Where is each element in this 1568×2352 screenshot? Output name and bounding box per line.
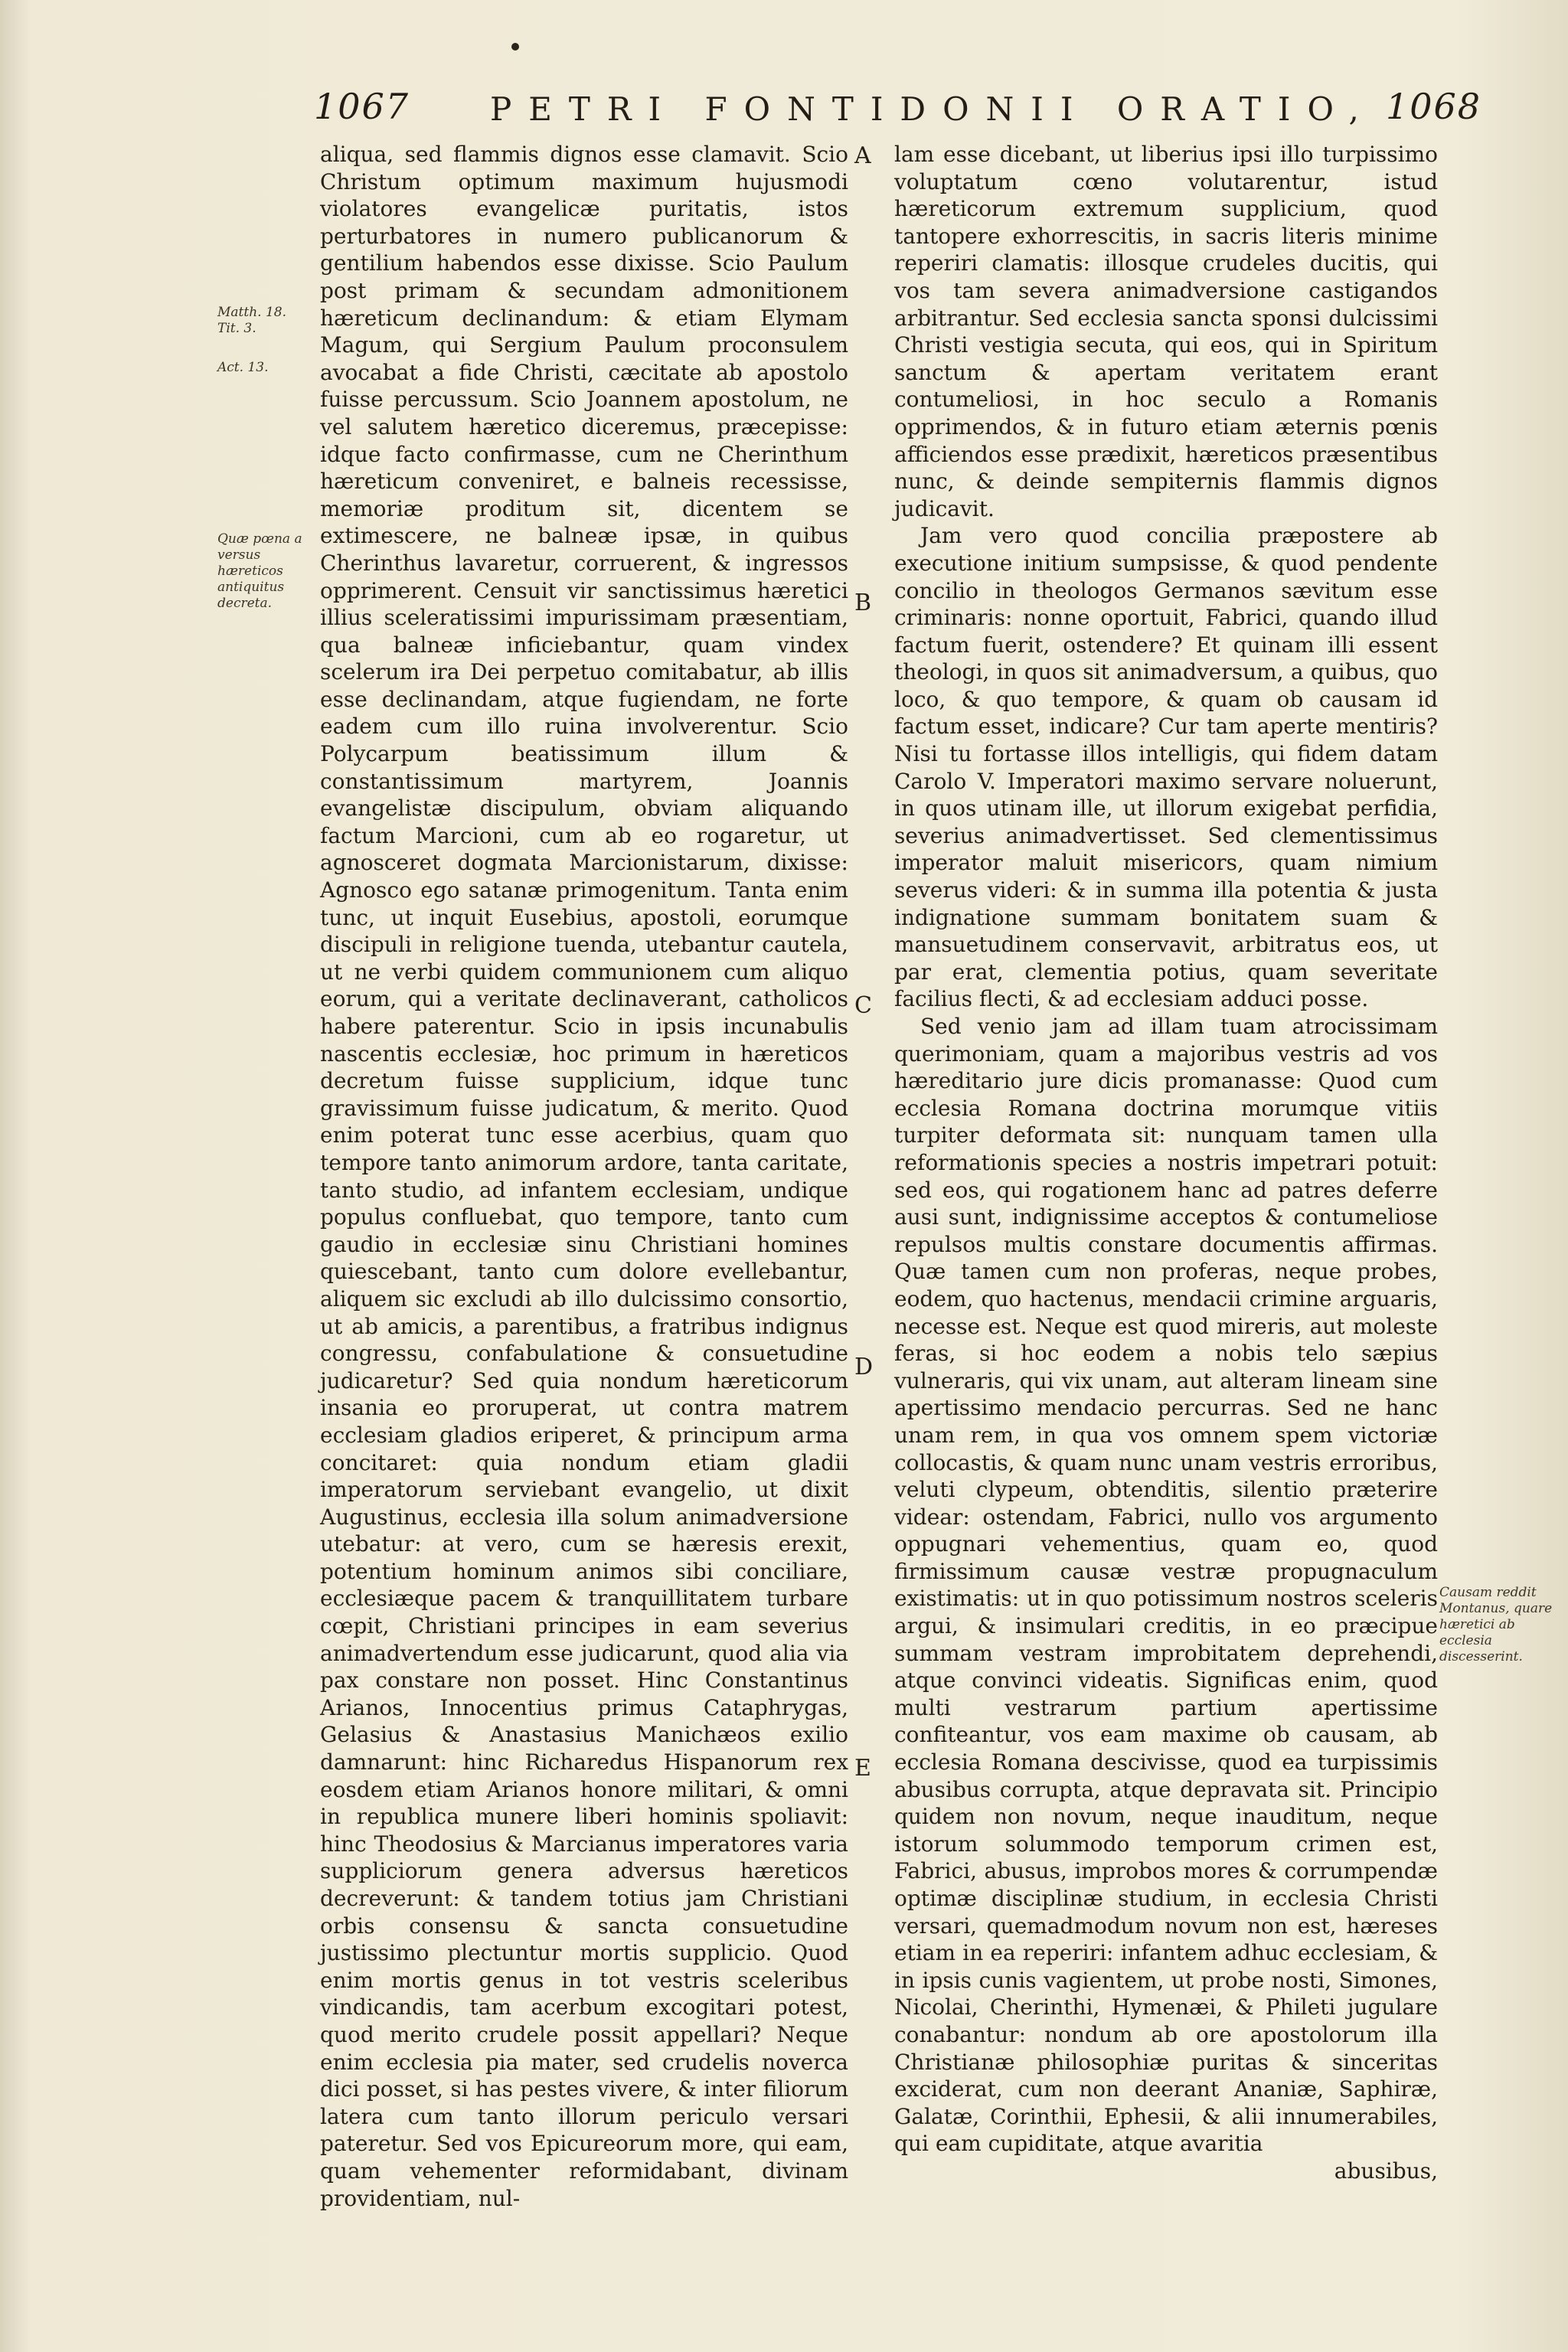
margin-note-acts: Act. 13.	[217, 360, 269, 375]
section-letter-e: E	[854, 1755, 871, 1782]
section-letter-c: C	[854, 992, 872, 1019]
section-letter-a: A	[854, 142, 871, 169]
margin-note-penalty: Quæ pœna a versus hæreticos antiquitus decreta.	[217, 531, 302, 611]
running-title: PETRI FONTIDONII ORATIO,	[490, 90, 1376, 128]
catchword: abusibus,	[1334, 2158, 1438, 2184]
right-paragraph-1: lam esse dicebant, ut liberius ipsi illo turpissimo voluptatum cœno volutarentur, istud hæreticorum extremum supplicium, quod tantopere exhorrescitis, in sacris literis minime reperiri clamatis: illosque crudeles ducitis, qui vos tam severa animadversione castigandos arbitrantur. Sed ecclesia sancta sponsi dulcissimi Christi vestigia secuta, qui eos, qui in Spiritum sanctum & apertam veritatem erant contumeliosi, in hoc seculo a Romanis opprimendos, & in futuro etiam æternis pœnis afficiendos esse prædixit, hæreticos præsentibus nunc, & deinde sempiternis flammis dignos judicavit.	[894, 142, 1438, 521]
right-column	[894, 141, 1438, 2185]
left-column	[320, 141, 848, 2212]
right-paragraph-2: Jam vero quod concilia præpostere ab executione initium sumpsisse, & quod pendente concilio in theologos Germanos sævitum esse criminaris: nonne oportuit, Fabrici, quando illud factum fuerit, ostendere? Et quinam illi essent theologi, in quos sit animadversum, a quibus, quo loco, & quo tempore, & quam ob causam id factum esset, indicare? Cur tam aperte mentiris? Nisi tu fortasse illos intelligis, qui fidem datam Carolo V. Imperatori maximo servare noluerunt, in quos utinam ille, ut illorum exigebat perfidia, severius animadvertisset. Sed clementissimus imperator maluit misericors, quam nimium severus videri: & in summa illa potentia & justa indignatione summam bonitatem suam & mansuetudinem conservavit, arbitratus eos, ut par erat, clementia potius, quam severitate facilius flecti, & ad ecclesiam adduci posse.	[894, 523, 1438, 1012]
left-paragraph-1: aliqua, sed flammis dignos esse clamavit. Scio Christum optimum maximum hujusmodi violatores evangelicæ puritatis, istos perturbatores in numero publicanorum & gentilium habendos esse dixisse. Scio Paulum post primam & secundam admonitionem hæreticum declinandum: & etiam Elymam Magum, qui Sergium Paulum proconsulem avocabat a fide Christi, cæcitate ab apostolo fuisse percussum. Scio Joannem apostolum, ne vel salutem hæretico diceremus, præcepisse: idque facto confirmasse, cum ne Cherinthum hæreticum conveniret, e balneis recessisse, memoriæ proditum sit, dicentem se extimescere, ne balneæ ipsæ, in quibus Cherinthus lavaretur, corruerent, & ingressos opprimerent. Censuit vir sanctissimus hæretici illius sceleratissimi impurissimam præsentiam, qua balneæ inficiebantur, quam vindex scelerum ira Dei perpetuo comitabatur, ab illis esse declinandam, atque fugiendam, ne forte eadem cum illo ruina involverentur. Scio Polycarpum beatissimum illum & constantissimum martyrem, Joannis evangelistæ discipulum, obviam aliquando factum Marcioni, cum ab eo rogaretur, ut agnosceret dogmata Marcionistarum, dixisse: Agnosco ego satanæ primogenitum. Tanta enim tunc, ut inquit Eusebius, apostoli, eorumque discipuli in religione tuenda, utebantur cautela, ut ne verbi quidem communionem cum aliquo eorum, qui a veritate declinaverant, catholicos habere paterentur. Scio in ipsis incunabulis nascentis ecclesiæ, hoc primum in hæreticos decretum fuisse supplicium, idque tunc gravissimum fuisse judicatum, & merito. Quod enim poterat tunc esse acerbius, quam quo tempore tanto animorum ardore, tanta caritate, tanto studio, ad infantem ecclesiam, undique populus confluebat, quo tempore, tanto cum gaudio in ecclesiæ sinu Christiani homines quiescebant, tanto cum dolore evellebantur, aliquem sic excludi ab illo dulcissimo consortio, ut ab amicis, a parentibus, a fratribus indignus congressu, confabulatione & consuetudine judicaretur? Sed quia nondum hæreticorum insania eo proruperat, ut contra matrem ecclesiam gladios eriperet, & principum arma concitaret: quia nondum etiam gladii imperatorum serviebant evangelio, ut dixit Augustinus, ecclesia illa solum animadversione utebatur: at vero, cum se hæresis erexit, potentium hominum animos sibi conciliare, ecclesiæque pacem & tranquillitatem turbare cœpit, Christiani principes in eam severius animadvertendum esse judicarunt, quod alia via pax constare non posset. Hinc Constantinus Arianos, Innocentius primus Cataphrygas, Gelasius & Anastasius Manichæos exilio damnarunt: hinc Richaredus Hispanorum rex eosdem etiam Arianos honore militari, & omni in republica munere liberi hominis spoliavit: hinc Theodosius & Marcianus imperatores varia suppliciorum genera adversus hæreticos decreverunt: & tandem totius jam Christiani orbis consensu & sancta consuetudine justissimo plectuntur mortis supplicio. Quod enim mortis genus in tot vestris sceleribus vindicandis, tam acerbum excogitari potest, quod merito crudele possit appellari? Neque enim ecclesia pia mater, sed crudelis noverca dici posset, si has pestes vivere, & inter filiorum latera cum tanto illorum periculo versari pateretur. Sed vos Epicureorum more, qui eam, quam vehementer reformidabant, divinam providentiam, nul-	[320, 142, 848, 2211]
margin-note-matthew: Matth. 18. Tit. 3.	[217, 305, 286, 336]
margin-note-montanus: Causam reddit Montanus, quare hæretici ab ecclesia discesserint.	[1439, 1585, 1553, 1664]
ink-dot	[511, 43, 519, 51]
right-paragraph-3: Sed venio jam ad illam tuam atrocissimam querimoniam, quam a majoribus vestris ad vos hæreditario jure dicis promanasse: Quod cum ecclesia Romana doctrina morumque vitiis turpiter deformata sit: nunquam tamen ulla reformationis species a nostris impetrari potuit: sed eos, qui rogationem hanc ad patres deferre ausi sunt, indignissime acceptos & contumeliose repulsos multis constare documentis affirmas. Quæ tamen cum non proferas, neque probes, eodem, quo hactenus, mendacii crimine arguaris, necesse est. Neque est quod mireris, aut moleste feras, si hoc eodem a nobis telo sæpius vulneraris, qui vix unam, aut alteram lineam sine apertissimo mendacio percurras. Sed ne hanc unam rem, in qua vos omnem spem victoriæ collocastis, & quam nunc unam vestris erroribus, veluti clypeum, obtenditis, silentio præterire videar: ostendam, Fabrici, nullo vos argumento oppugnari vehementius, quam eo, quod firmissimum causæ vestræ propugnaculum existimatis: ut in quo potissimum nostros sceleris argui, & insimulari creditis, in eo præcipue summam vestram improbitatem deprehendi, atque convinci videatis. Significas enim, quod multi vestrarum partium apertissime confiteantur, vos eam maxime ob causam, ab ecclesia Romana descivisse, quod ea turpissimis abusibus corrupta, atque depravata sit. Principio quidem non novum, neque inauditum, neque istorum solummodo temporum crimen est, Fabrici, abusus, improbos mores & corrumpendæ optimæ disciplinæ studium, in ecclesia Christi versari, quemadmodum novum non est, hæreses etiam in ea reperiri: infantem adhuc ecclesiam, & in ipsis cunis vagientem, ut probe nosti, Simones, Nicolai, Cherinthi, Hymenæi, & Phileti jugulare conabantur: nondum ab ore apostolorum illa Christianæ philosophiæ puritas & sinceritas exciderat, cum non deerant Ananiæ, Saphiræ, Galatæ, Corinthii, Ephesii, & alii innumerabiles, qui eam cupiditate, atque avaritia	[894, 1014, 1438, 2157]
section-letter-b: B	[854, 590, 872, 616]
section-letter-d: D	[854, 1354, 874, 1380]
page-number-left: 1067	[314, 86, 410, 127]
page-number-right: 1068	[1386, 86, 1482, 127]
